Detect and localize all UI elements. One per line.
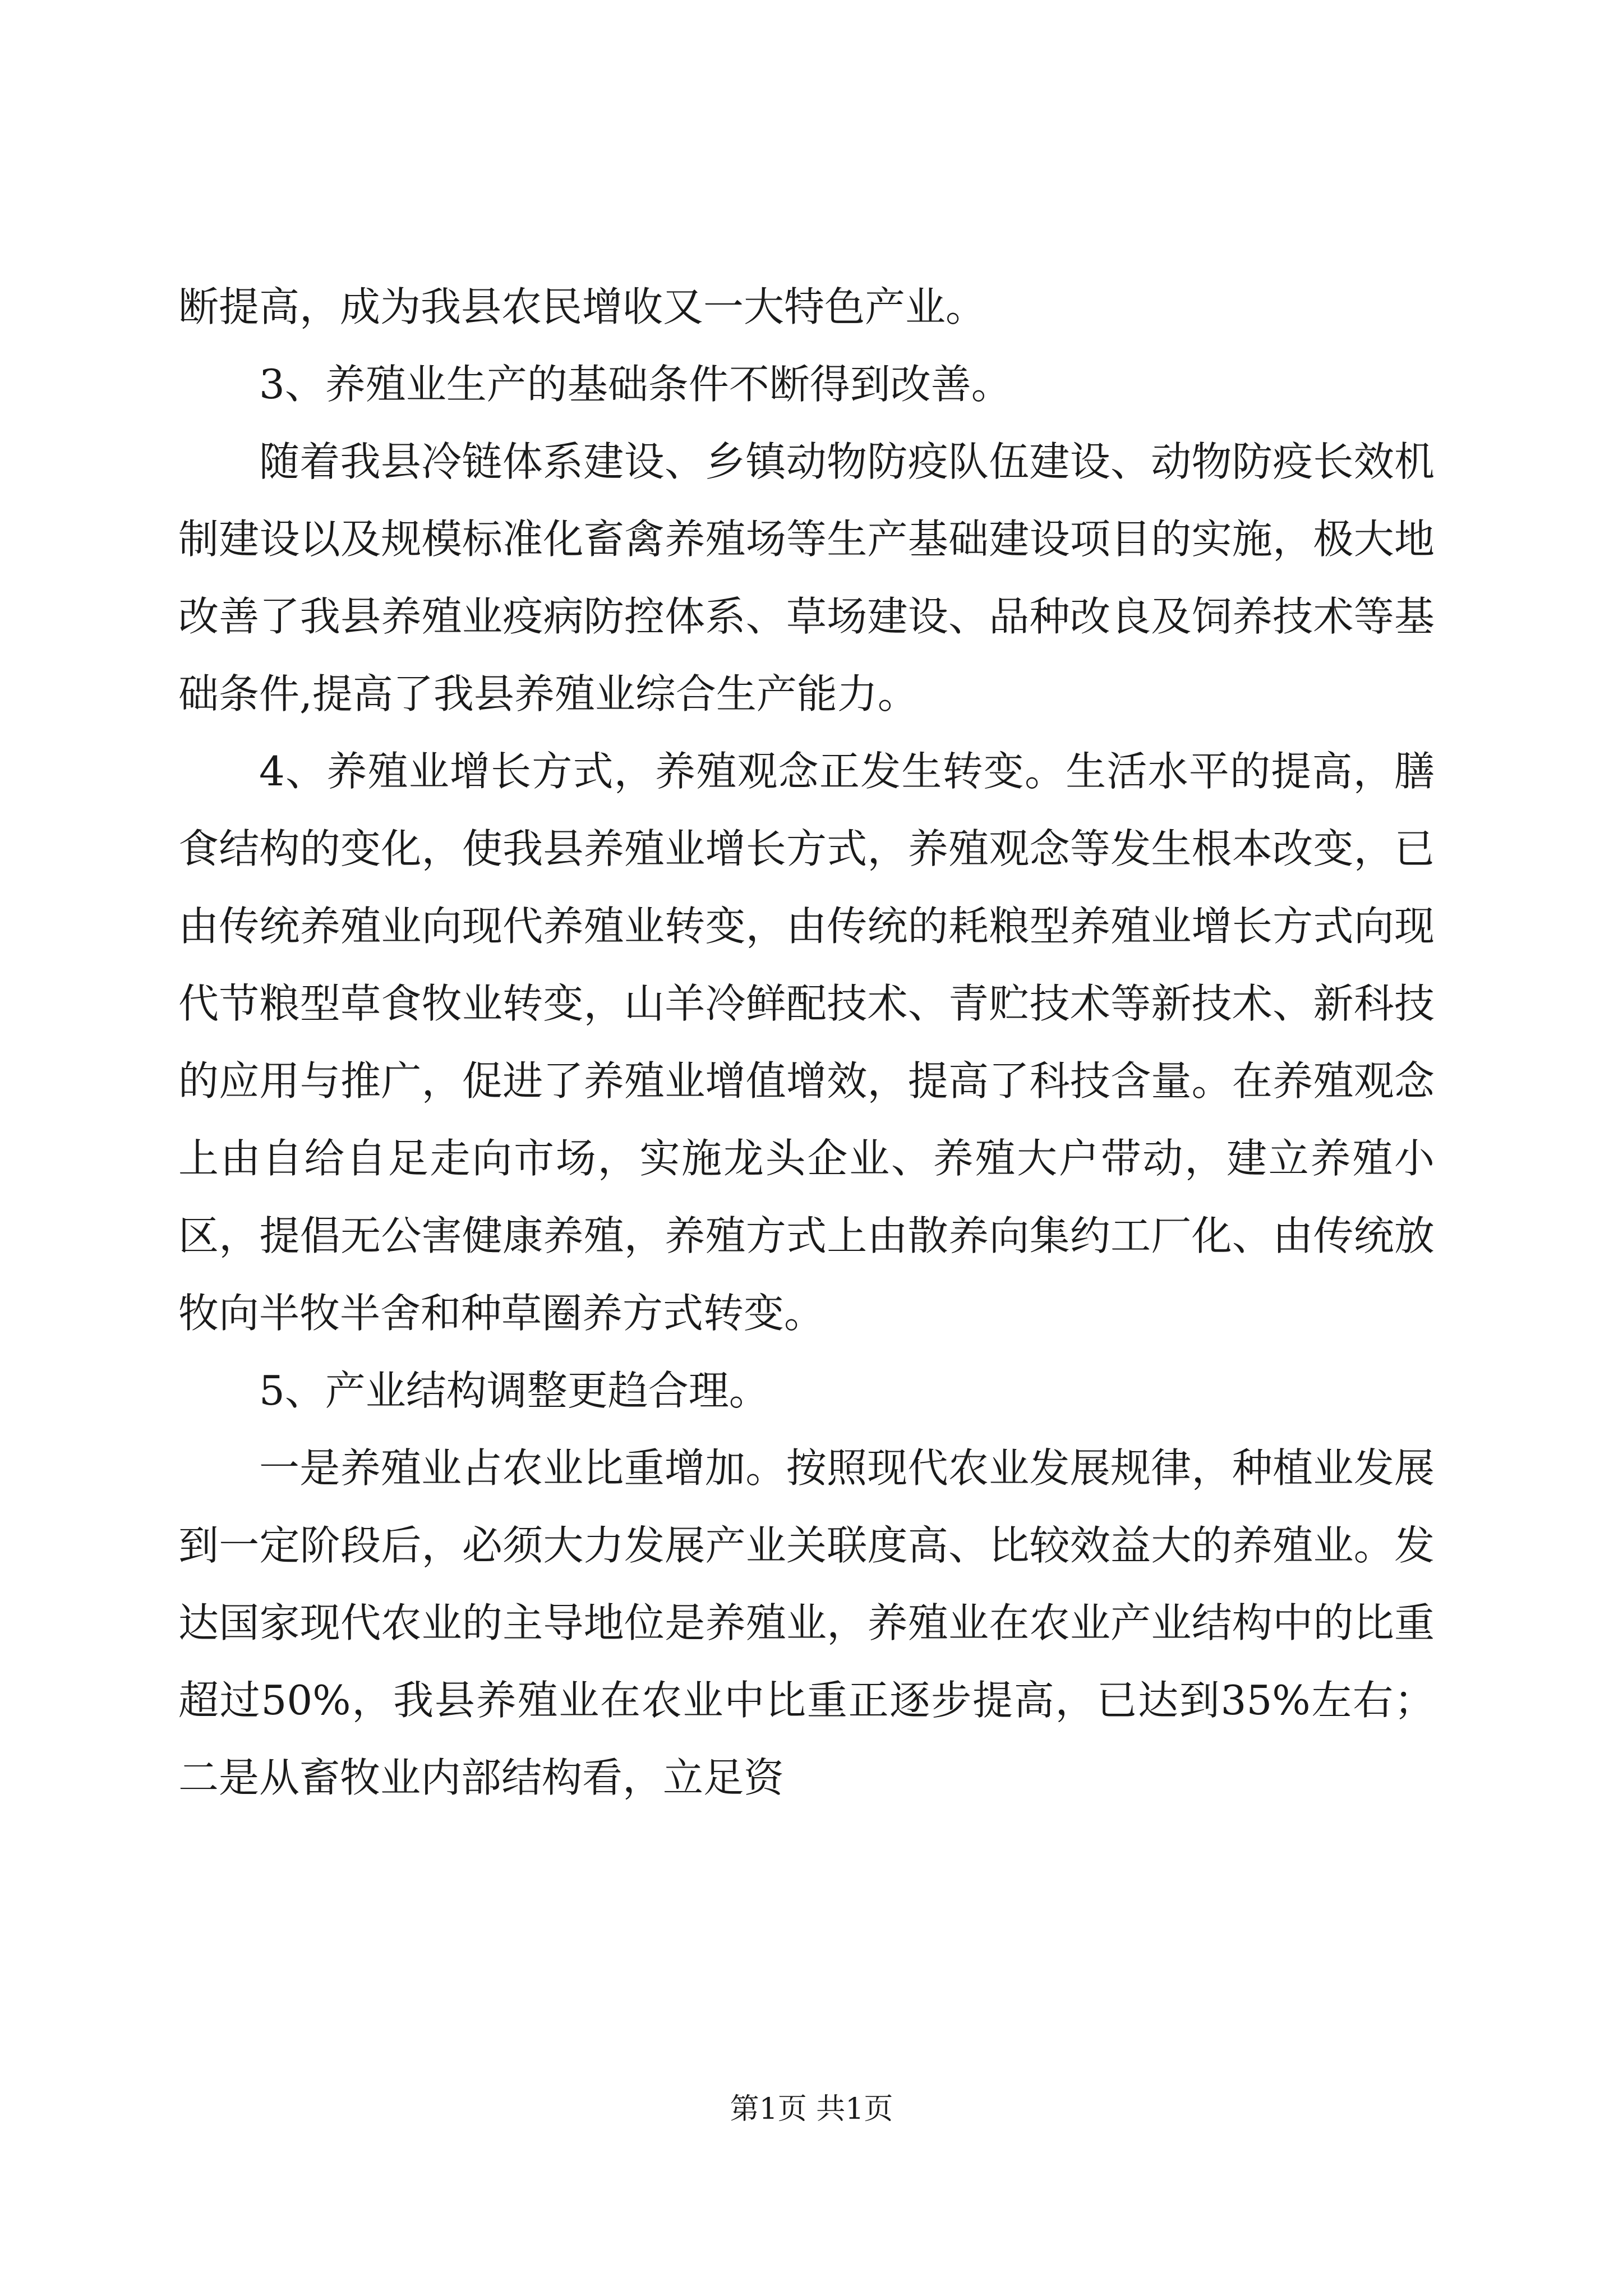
paragraph-heading-3: 3、养殖业生产的基础条件不断得到改善。 — [259, 361, 1012, 408]
page-footer: 第1页 共1页 — [730, 2092, 893, 2126]
paragraph-continuation: 断提高，成为我县农民增收又一大特色产业。 — [178, 283, 986, 330]
paragraph-heading-4: 4、养殖业增长方式，养殖观念正发生转变。生活水平的提高，膳食结构的变化，使我县养殖业增长方式，养殖观念等发生根本改变，已由传统养殖业向现代养殖业转变，由传统的耗粮型养殖业增长方式向现代节粮型草食牧业转变，山羊冷鲜配技术、青贮技术等新技术、新科技的应用与推广，促进了养殖业增值增效，提高了科技含量。在养殖观念上由自给自足走向市场，实施龙头企业、养殖大户带动，建立养殖小区，提倡无公害健康养殖，养殖方式上由散养向集约工厂化、由传统放牧向半牧半舍和种草圈养方式转变。 — [178, 748, 1435, 1337]
paragraph-structure: 一是养殖业占农业比重增加。按照现代农业发展规律，种植业发展到一定阶段后，必须大力发展产业关联度高、比较效益大的养殖业。发达国家现代农业的主导地位是养殖业，养殖业在农业产业结构中的比重超过50%，我县养殖业在农业中比重正逐步提高，已达到35%左右；二是从畜牧业内部结构看，立足资 — [178, 1444, 1435, 1801]
document-body — [178, 268, 1435, 1816]
paragraph-infrastructure: 随着我县冷链体系建设、乡镇动物防疫队伍建设、动物防疫长效机制建设以及规模标准化畜禽养殖场等生产基础建设项目的实施，极大地改善了我县养殖业疫病防控体系、草场建设、品种改良及饲养技术等基础条件,提高了我县养殖业综合生产能力。 — [178, 438, 1435, 717]
paragraph-heading-5: 5、产业结构调整更趋合理。 — [259, 1367, 769, 1414]
